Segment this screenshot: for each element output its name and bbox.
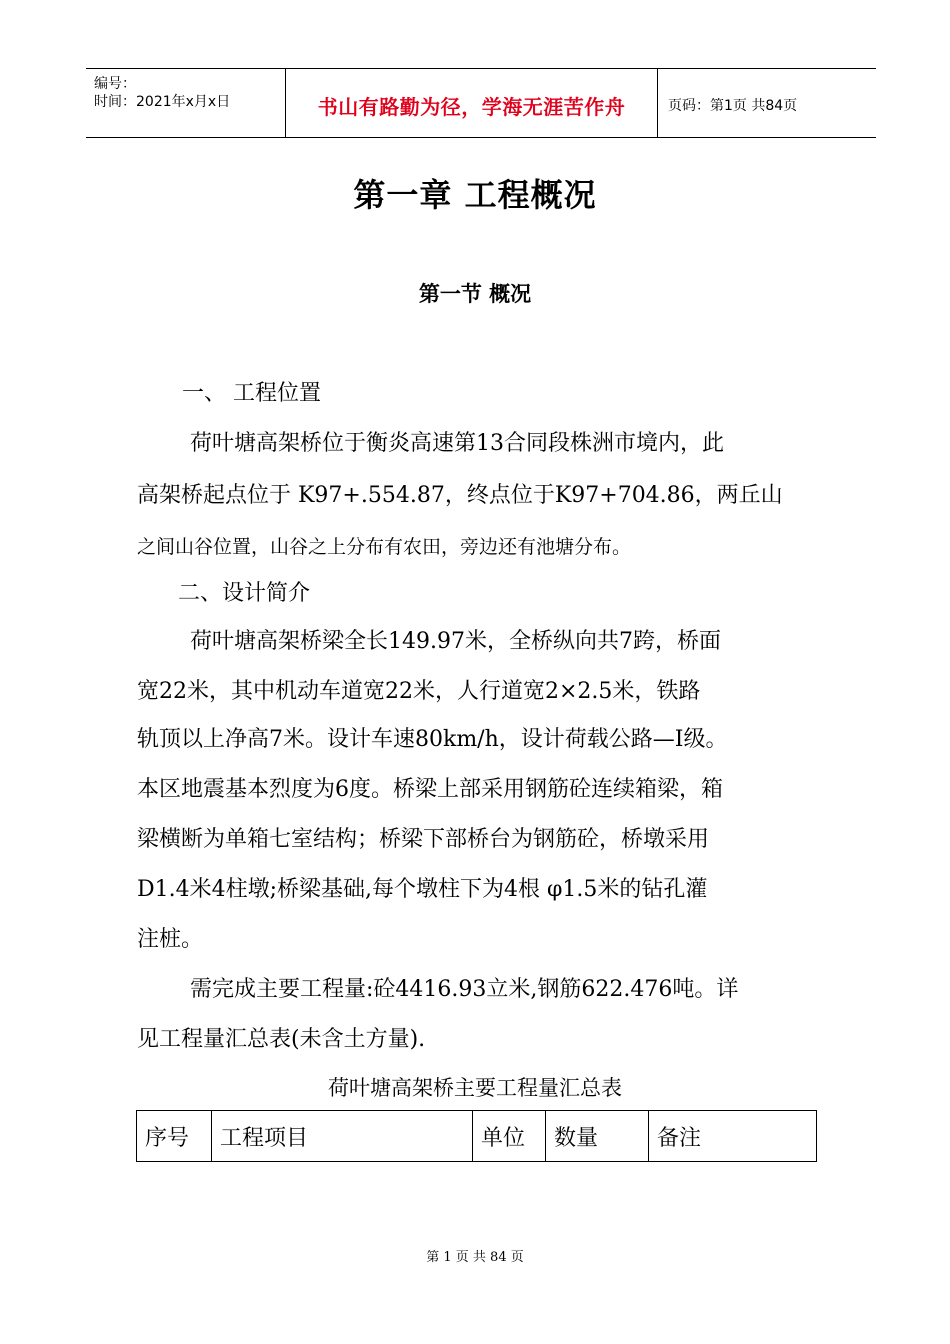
- part2-line: 宽22米，其中机动车道宽22米，人行道宽2×2.5米，铁路: [137, 679, 701, 704]
- part1-line: 高架桥起点位于 K97+.554.87，终点位于K97+704.86，两丘山: [137, 483, 783, 508]
- part1-heading: 一、 工程位置: [182, 381, 321, 406]
- quantity-table: [136, 1110, 817, 1162]
- part2-line: 荷叶塘高架桥梁全长149.97米，全桥纵向共7跨，桥面: [190, 629, 721, 654]
- header-motto-cell: [286, 69, 658, 137]
- part2-line: 本区地震基本烈度为6度。桥梁上部采用钢筋砼连续箱梁，箱: [137, 777, 723, 802]
- column-header-index: 序号: [137, 1111, 212, 1162]
- part1-line: 之间山谷位置，山谷之上分布有农田，旁边还有池塘分布。: [137, 536, 632, 558]
- part2-line: 梁横断为单箱七室结构；桥梁下部桥台为钢筋砼，桥墩采用: [137, 827, 710, 852]
- quantities-line: 需完成主要工程量:砼4416.93立米,钢筋622.476吨。详: [190, 977, 739, 1002]
- time-label: 时间：2021年x月x日: [94, 94, 231, 110]
- document-header: [86, 68, 876, 138]
- page-info: 页码：第1页 共84页: [668, 98, 798, 114]
- part2-line: 轨顶以上净高7米。设计车速80km/h，设计荷载公路—I级。: [137, 727, 728, 752]
- part2-line: D1.4米4柱墩;桥梁基础,每个墩柱下为4根 φ1.5米的钻孔灌: [137, 877, 708, 902]
- column-header-item: 工程项目: [212, 1111, 473, 1162]
- column-header-quantity: 数量: [546, 1111, 649, 1162]
- part1-line: 荷叶塘高架桥位于衡炎高速第13合同段株洲市境内，此: [190, 431, 724, 456]
- quantities-line: 见工程量汇总表(未含土方量).: [137, 1027, 426, 1052]
- part2-heading: 二、设计简介: [178, 581, 311, 606]
- table-header-row: [137, 1111, 817, 1162]
- column-header-unit: 单位: [473, 1111, 546, 1162]
- motto: 书山有路勤为径，学海无涯苦作舟: [317, 95, 626, 119]
- column-header-remark: 备注: [649, 1111, 817, 1162]
- section-title: 第一节 概况: [418, 282, 532, 306]
- header-left-cell: [86, 69, 286, 137]
- code-label: 编号：: [94, 76, 136, 92]
- page-footer: 第 1 页 共 84 页: [426, 1250, 524, 1265]
- part2-line: 注桩。: [137, 927, 204, 952]
- table-title: 荷叶塘高架桥主要工程量汇总表: [328, 1076, 622, 1100]
- chapter-title: 第一章 工程概况: [353, 176, 597, 214]
- header-page-cell: [658, 69, 876, 137]
